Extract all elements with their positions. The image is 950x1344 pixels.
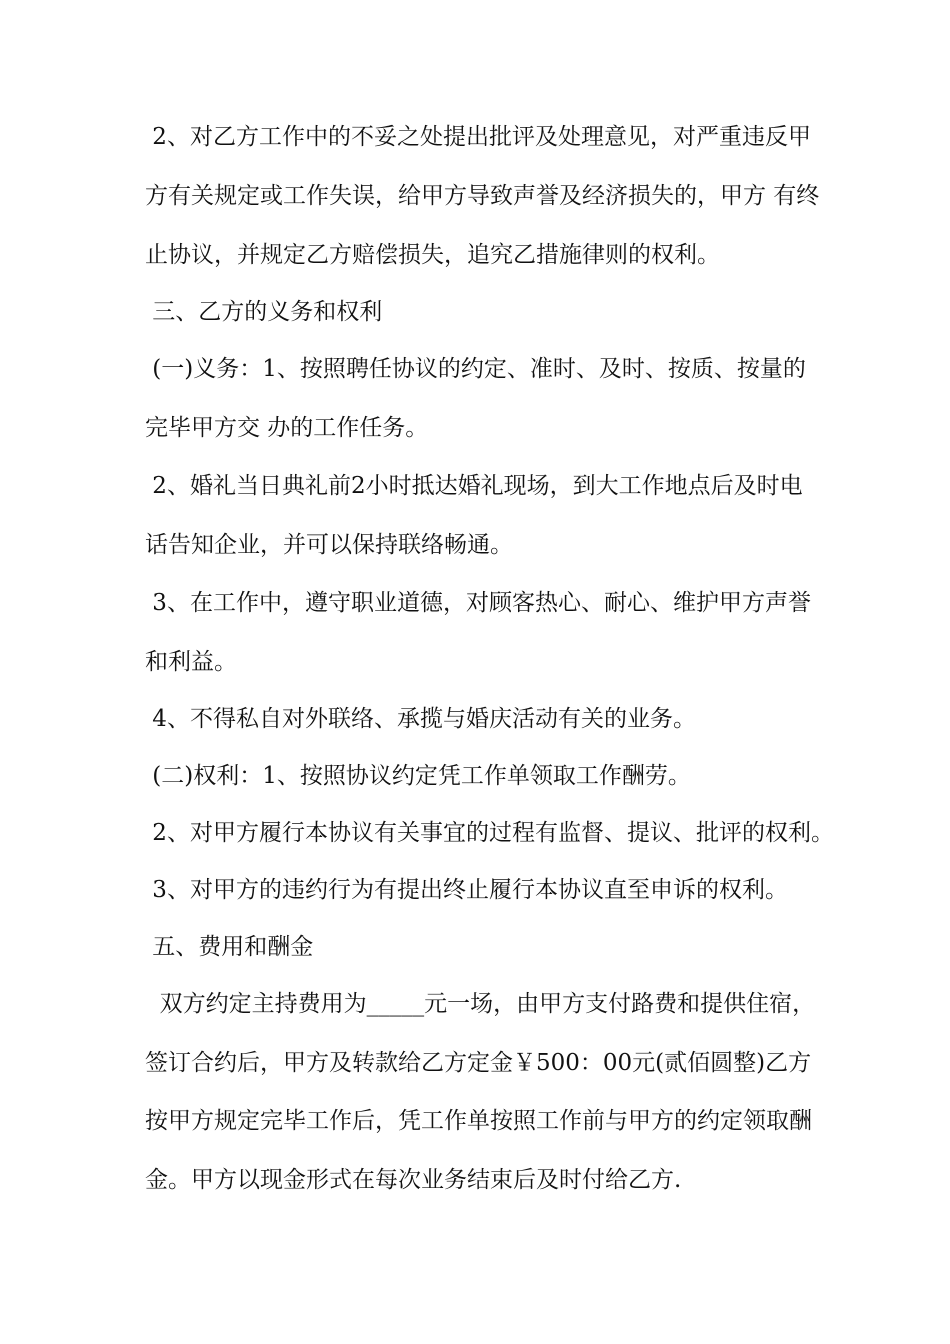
paragraph-line: 双方约定主持费用为_____元一场，由甲方支付路费和提供住宿，	[145, 991, 816, 1017]
paragraph-line: 止协议，并规定乙方赔偿损失，追究乙措施律则的权利。	[145, 242, 720, 268]
paragraph-line: 按甲方规定完毕工作后，凭工作单按照工作前与甲方的约定领取酬	[145, 1108, 812, 1134]
paragraph-line: 2、对乙方工作中的不妥之处提出批评及处理意见，对严重违反甲	[145, 124, 811, 150]
paragraph-line: 签订合约后，甲方及转款给乙方定金￥500：00元(贰佰圆整)乙方	[145, 1050, 812, 1076]
paragraph-line: (二)权利：1、按照协议约定凭工作单领取工作酬劳。	[145, 763, 691, 789]
paragraph-line: 完毕甲方交 办的工作任务。	[145, 415, 429, 441]
paragraph-line: (一)义务：1、按照聘任协议的约定、准时、及时、按质、按量的	[145, 356, 806, 382]
paragraph-line: 3、对甲方的违约行为有提出终止履行本协议直至申诉的权利。	[145, 877, 788, 903]
section-heading: 三、乙方的义务和权利	[145, 299, 383, 325]
paragraph-line: 2、婚礼当日典礼前2小时抵达婚礼现场，到大工作地点后及时电	[145, 473, 803, 499]
paragraph-line: 4、不得私自对外联络、承揽与婚庆活动有关的业务。	[145, 706, 696, 732]
paragraph-line: 和利益。	[145, 649, 237, 675]
paragraph-line: 金。甲方以现金形式在每次业务结束后及时付给乙方.	[145, 1167, 682, 1193]
paragraph-line: 方有关规定或工作失误，给甲方导致声誉及经济损失的，甲方 有终	[145, 183, 820, 209]
paragraph-line: 3、在工作中，遵守职业道德，对顾客热心、耐心、维护甲方声誉	[145, 590, 811, 616]
paragraph-line: 2、对甲方履行本协议有关事宜的过程有监督、提议、批评的权利。	[145, 820, 834, 846]
section-heading: 五、费用和酬金	[145, 934, 314, 960]
paragraph-line: 话告知企业，并可以保持联络畅通。	[145, 532, 513, 558]
